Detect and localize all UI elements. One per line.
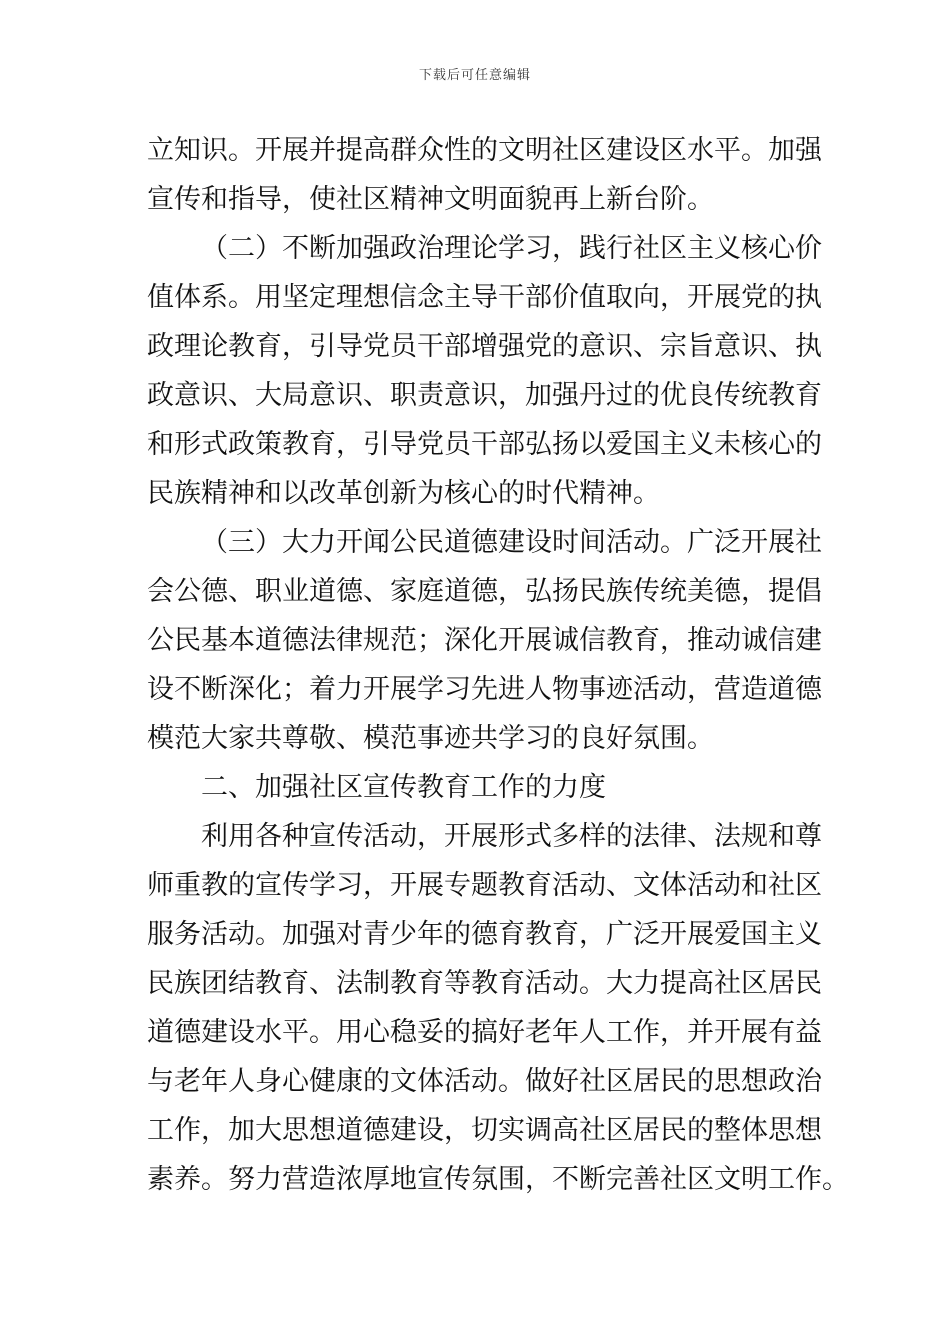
text-line: 立知识。开展并提高群众性的文明社区建设区水平。加强 <box>147 135 822 166</box>
text-line: 宣传和指导，使社区精神文明面貌再上新台阶。 <box>147 184 714 215</box>
text-line: 设不断深化；着力开展学习先进人物事迹活动，营造道德 <box>147 674 822 705</box>
text-line: 民族团结教育、法制教育等教育活动。大力提高社区居民 <box>147 968 822 999</box>
text-line: 公民基本道德法律规范；深化开展诚信教育，推动诚信建 <box>147 625 822 656</box>
text-line: 工作，加大思想道德建设，切实调高社区居民的整体思想 <box>147 1115 822 1146</box>
page-header: 下载后可任意编辑 <box>418 68 531 83</box>
text-line: 利用各种宣传活动，开展形式多样的法律、法规和尊 <box>201 821 822 852</box>
text-line: 师重教的宣传学习，开展专题教育活动、文体活动和社区 <box>147 870 822 901</box>
text-line: 与老年人身心健康的文体活动。做好社区居民的思想政治 <box>147 1066 822 1097</box>
text-line: 服务活动。加强对青少年的德育教育，广泛开展爱国主义 <box>147 919 822 950</box>
document-body <box>147 126 849 1204</box>
text-line: 素养。努力营造浓厚地宣传氛围，不断完善社区文明工作。 <box>147 1164 849 1195</box>
text-line: 道德建设水平。用心稳妥的搞好老年人工作，并开展有益 <box>147 1017 822 1048</box>
text-line: 和形式政策教育，引导党员干部弘扬以爱国主义未核心的 <box>147 429 822 460</box>
text-line: 政意识、大局意识、职责意识，加强丹过的优良传统教育 <box>147 380 822 411</box>
text-line: 模范大家共尊敬、模范事迹共学习的良好氛围。 <box>147 723 714 754</box>
text-line: 值体系。用坚定理想信念主导干部价值取向，开展党的执 <box>147 282 822 313</box>
text-line: 政理论教育，引导党员干部增强党的意识、宗旨意识、执 <box>147 331 822 362</box>
text-line: 民族精神和以改革创新为核心的时代精神。 <box>147 478 660 509</box>
text-line: （三）大力开闻公民道德建设时间活动。广泛开展社 <box>201 527 822 558</box>
text-line: （二）不断加强政治理论学习，践行社区主义核心价 <box>201 233 822 264</box>
section-heading: 二、加强社区宣传教育工作的力度 <box>201 772 606 803</box>
text-line: 会公德、职业道德、家庭道德，弘扬民族传统美德，提倡 <box>147 576 822 607</box>
